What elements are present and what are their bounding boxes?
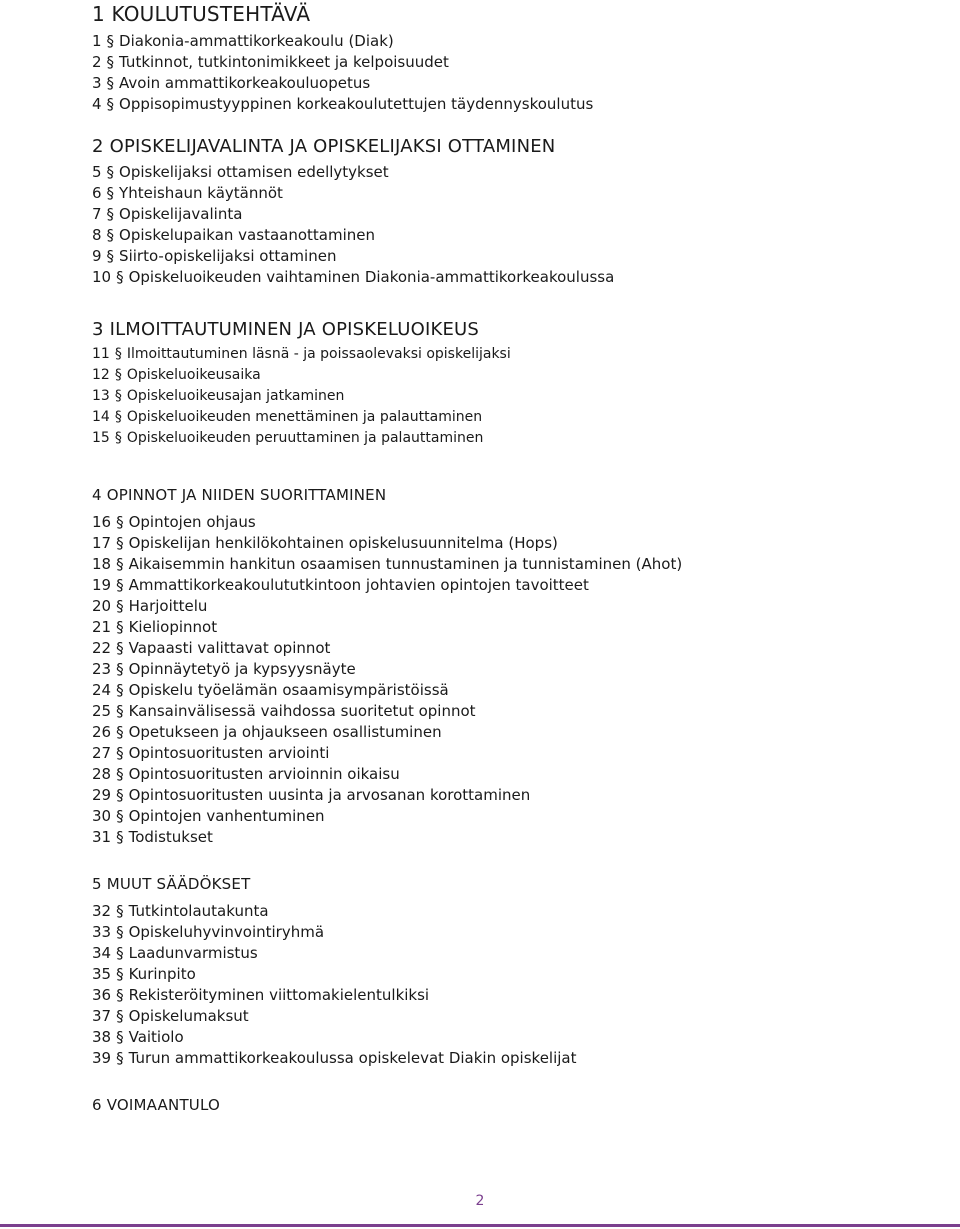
section-title: Opiskeluoikeuden vaihtaminen Diakonia-ammattikorkeakoulussa: [128, 267, 615, 286]
section-sign: §: [116, 702, 124, 721]
section-number: 6: [92, 183, 102, 202]
list-item: [92, 204, 614, 225]
section-number: 26: [92, 723, 112, 742]
section-number: 18: [92, 555, 112, 574]
section-sign: §: [106, 204, 115, 223]
section-number: 30: [92, 807, 112, 826]
section-sign: §: [116, 534, 124, 553]
section-title: Opiskelijaksi ottamisen edellytykset: [119, 162, 389, 181]
list-item: [92, 225, 614, 246]
section-number: 34: [92, 944, 112, 963]
section-title: Opiskeluoikeuden menettäminen ja palauttaminen: [126, 408, 483, 425]
section-title: Opetukseen ja ohjaukseen osallistuminen: [128, 723, 442, 742]
section-sign: §: [116, 765, 124, 784]
section-sign: §: [116, 986, 124, 1005]
section-sign: §: [114, 429, 122, 446]
section-title: Diakonia-ammattikorkeakoulu (Diak): [119, 32, 394, 50]
list-item: [92, 806, 682, 827]
section-title: Opiskeluoikeusaika: [126, 366, 261, 383]
section-number: 29: [92, 786, 112, 805]
section-sign: §: [116, 807, 124, 826]
section-title: Opintojen ohjaus: [128, 513, 256, 532]
section-number: 24: [92, 681, 112, 700]
section-list: [92, 31, 593, 115]
page-number: 2: [475, 1193, 485, 1209]
list-item: [92, 722, 682, 743]
section-number: 5: [92, 162, 102, 181]
section-list: [92, 162, 614, 288]
section-number: 36: [92, 986, 112, 1005]
section-sign: §: [116, 1049, 124, 1068]
section-number: 13: [92, 387, 110, 404]
list-item: [92, 1006, 577, 1027]
section-sign: §: [116, 267, 124, 286]
chapter-2: [92, 137, 614, 288]
section-sign: §: [116, 965, 124, 984]
list-item: [92, 428, 511, 449]
section-title: Opiskeluhyvinvointiryhmä: [128, 923, 325, 942]
section-title: Siirto-opiskelijaksi ottaminen: [119, 246, 337, 265]
section-sign: §: [114, 345, 122, 362]
section-title: Opiskelumaksut: [128, 1007, 249, 1026]
chapter-4: [92, 487, 682, 848]
section-sign: §: [106, 183, 115, 202]
section-number: 17: [92, 534, 112, 553]
list-item: [92, 31, 593, 52]
list-item: [92, 246, 614, 267]
section-title: Opiskelupaikan vastaanottaminen: [119, 225, 375, 244]
chapter-3: [92, 320, 511, 449]
section-sign: §: [114, 366, 122, 383]
section-sign: §: [116, 597, 124, 616]
section-number: 11: [92, 345, 110, 362]
section-title: Vaitiolo: [128, 1028, 184, 1047]
section-title: Tutkinnot, tutkintonimikkeet ja kelpoisuudet: [119, 53, 449, 71]
list-item: [92, 512, 682, 533]
section-sign: §: [116, 618, 124, 637]
list-item: [92, 575, 682, 596]
section-number: 3: [92, 74, 102, 92]
section-sign: §: [116, 639, 124, 658]
list-item: [92, 680, 682, 701]
section-number: 16: [92, 513, 112, 532]
section-number: 10: [92, 267, 112, 286]
chapter-title: 6 VOIMAANTULO: [92, 1096, 221, 1114]
section-sign: §: [116, 944, 124, 963]
section-title: Kurinpito: [128, 965, 196, 984]
list-item: [92, 638, 682, 659]
list-item: [92, 267, 614, 288]
list-item: [92, 533, 682, 554]
section-sign: §: [116, 723, 124, 742]
list-item: [92, 365, 511, 386]
section-title: Opintojen vanhentuminen: [128, 807, 325, 826]
section-sign: §: [114, 408, 122, 425]
section-title: Opiskeluoikeusajan jatkaminen: [126, 387, 345, 404]
section-title: Opinnäytetyö ja kypsyysnäyte: [128, 660, 356, 679]
chapter-title: 4 OPINNOT JA NIIDEN SUORITTAMINEN: [92, 486, 387, 504]
section-sign: §: [116, 786, 124, 805]
section-title: Todistukset: [128, 828, 213, 847]
section-sign: §: [116, 828, 124, 847]
list-item: [92, 1027, 577, 1048]
section-sign: §: [116, 902, 124, 921]
chapter-5: [92, 876, 577, 1069]
section-sign: §: [116, 576, 124, 595]
section-sign: §: [116, 744, 124, 763]
section-number: 15: [92, 429, 110, 446]
section-title: Kansainvälisessä vaihdossa suoritetut opinnot: [128, 702, 476, 721]
list-item: [92, 596, 682, 617]
section-number: 4: [92, 95, 102, 113]
section-sign: §: [106, 225, 115, 244]
list-item: [92, 901, 577, 922]
section-sign: §: [106, 162, 115, 181]
section-list: [92, 901, 577, 1069]
section-number: 28: [92, 765, 112, 784]
section-sign: §: [116, 555, 124, 574]
section-title: Opintosuoritusten arvioinnin oikaisu: [128, 765, 400, 784]
list-item: [92, 617, 682, 638]
section-title: Yhteishaun käytännöt: [119, 183, 283, 202]
section-sign: §: [106, 53, 115, 71]
section-number: 35: [92, 965, 112, 984]
list-item: [92, 785, 682, 806]
section-number: 27: [92, 744, 112, 763]
section-title: Opiskelijavalinta: [119, 204, 243, 223]
section-sign: §: [106, 74, 115, 92]
list-item: [92, 407, 511, 428]
chapter-title: 5 MUUT SÄÄDÖKSET: [92, 875, 251, 893]
section-title: Harjoittelu: [128, 597, 208, 616]
section-sign: §: [116, 660, 124, 679]
section-title: Vapaasti valittavat opinnot: [128, 639, 331, 658]
list-item: [92, 964, 577, 985]
section-number: 25: [92, 702, 112, 721]
section-title: Ilmoittautuminen läsnä - ja poissaolevaksi opiskelijaksi: [126, 345, 511, 362]
section-title: Rekisteröityminen viittomakielentulkiksi: [128, 986, 430, 1005]
section-sign: §: [106, 32, 115, 50]
section-title: Opintosuoritusten arviointi: [128, 744, 330, 763]
chapter-title: 2 OPISKELIJAVALINTA JA OPISKELIJAKSI OTTAMINEN: [92, 136, 556, 157]
section-sign: §: [106, 95, 115, 113]
section-number: 9: [92, 246, 102, 265]
list-item: [92, 985, 577, 1006]
list-item: [92, 94, 593, 115]
section-title: Turun ammattikorkeakoulussa opiskelevat Diakin opiskelijat: [128, 1049, 577, 1068]
list-item: [92, 701, 682, 722]
section-title: Opiskelu työelämän osaamisympäristöissä: [128, 681, 449, 700]
section-sign: §: [106, 246, 115, 265]
section-number: 20: [92, 597, 112, 616]
section-title: Laadunvarmistus: [128, 944, 258, 963]
section-sign: §: [116, 1028, 124, 1047]
chapter-6: [92, 1097, 220, 1114]
list-item: [92, 1048, 577, 1069]
bottom-rule: [0, 1224, 960, 1227]
list-item: [92, 162, 614, 183]
list-item: [92, 922, 577, 943]
list-item: [92, 386, 511, 407]
section-number: 19: [92, 576, 112, 595]
list-item: [92, 344, 511, 365]
section-sign: §: [116, 513, 124, 532]
list-item: [92, 52, 593, 73]
section-title: Avoin ammattikorkeakouluopetus: [119, 74, 371, 92]
section-sign: §: [116, 923, 124, 942]
section-number: 23: [92, 660, 112, 679]
section-list: [92, 512, 682, 848]
list-item: [92, 943, 577, 964]
chapter-1: [92, 3, 593, 115]
section-title: Ammattikorkeakoulututkintoon johtavien opintojen tavoitteet: [128, 576, 589, 595]
list-item: [92, 73, 593, 94]
section-number: 2: [92, 53, 102, 71]
section-number: 21: [92, 618, 112, 637]
section-number: 7: [92, 204, 102, 223]
section-number: 38: [92, 1028, 112, 1047]
section-sign: §: [114, 387, 122, 404]
section-number: 1: [92, 32, 102, 50]
section-number: 8: [92, 225, 102, 244]
section-number: 22: [92, 639, 112, 658]
list-item: [92, 827, 682, 848]
list-item: [92, 554, 682, 575]
section-number: 31: [92, 828, 112, 847]
section-list: [92, 344, 511, 449]
chapter-title: 3 ILMOITTAUTUMINEN JA OPISKELUOIKEUS: [92, 319, 480, 340]
section-number: 12: [92, 366, 110, 383]
list-item: [92, 764, 682, 785]
section-sign: §: [116, 1007, 124, 1026]
section-number: 33: [92, 923, 112, 942]
section-title: Aikaisemmin hankitun osaamisen tunnustaminen ja tunnistaminen (Ahot): [128, 555, 683, 574]
section-number: 32: [92, 902, 112, 921]
section-title: Opiskelijan henkilökohtainen opiskelusuunnitelma (Hops): [128, 534, 558, 553]
list-item: [92, 659, 682, 680]
section-number: 39: [92, 1049, 112, 1068]
section-title: Tutkintolautakunta: [128, 902, 269, 921]
section-sign: §: [116, 681, 124, 700]
list-item: [92, 183, 614, 204]
section-number: 14: [92, 408, 110, 425]
chapter-title: 1 KOULUTUSTEHTÄVÄ: [92, 2, 311, 26]
section-number: 37: [92, 1007, 112, 1026]
section-title: Opiskeluoikeuden peruuttaminen ja palauttaminen: [126, 429, 484, 446]
section-title: Kieliopinnot: [128, 618, 218, 637]
list-item: [92, 743, 682, 764]
section-title: Opintosuoritusten uusinta ja arvosanan korottaminen: [128, 786, 531, 805]
section-title: Oppisopimustyyppinen korkeakoulutettujen täydennyskoulutus: [119, 95, 594, 113]
